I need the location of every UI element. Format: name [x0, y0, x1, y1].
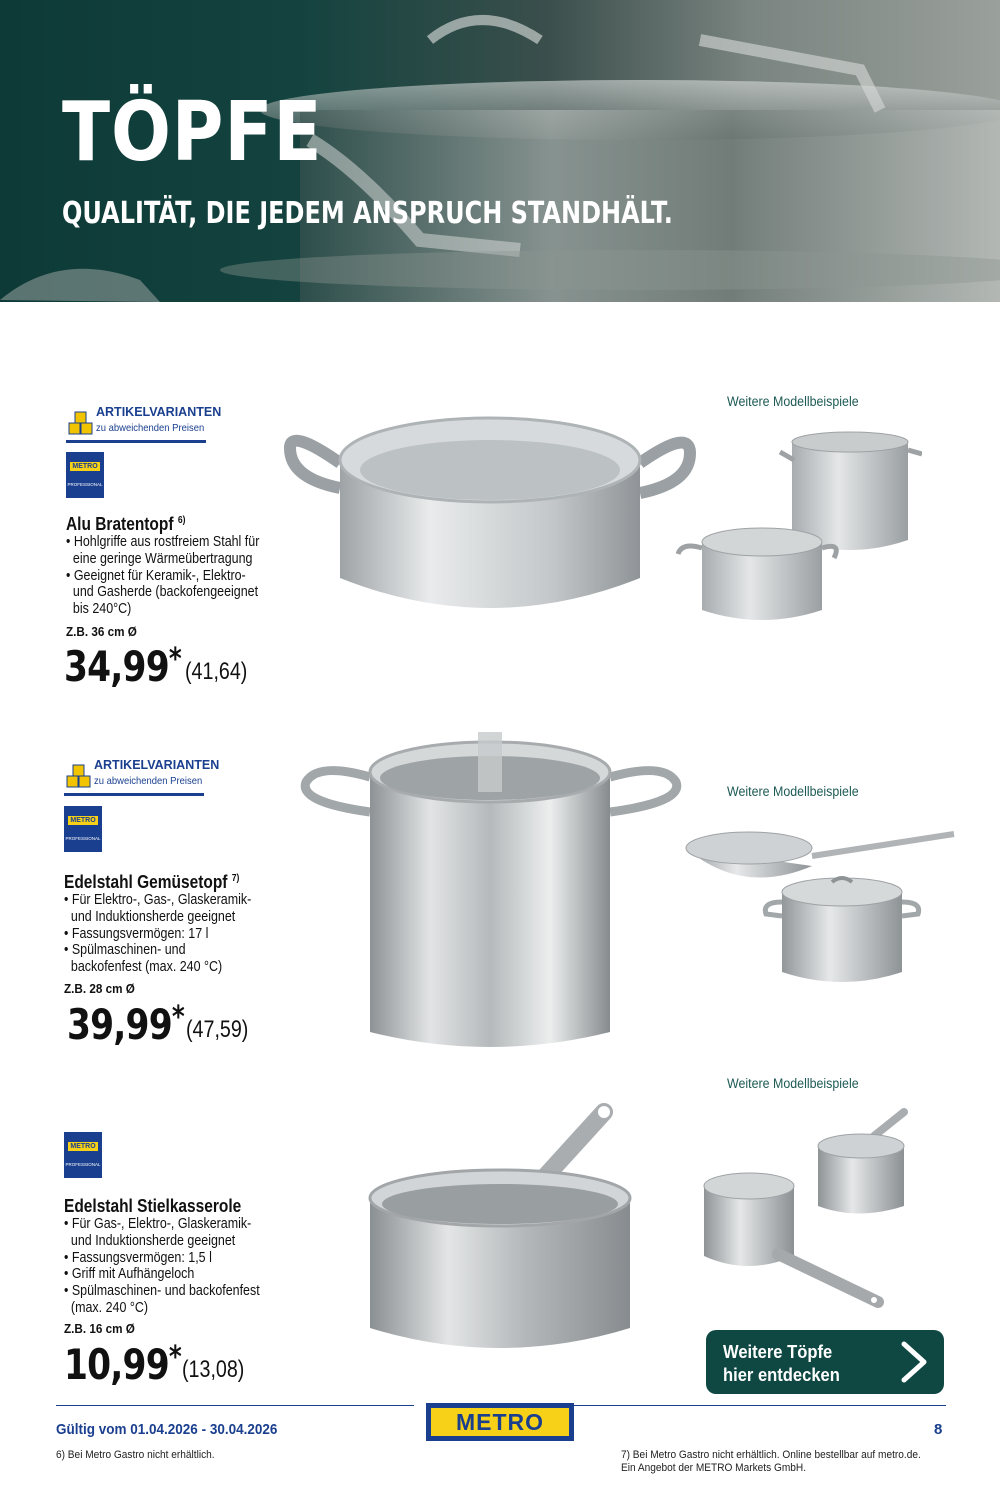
feature-item: eine geringe Wärmeübertragung — [72, 550, 253, 567]
product-name-text: Alu Bratentopf — [66, 514, 174, 534]
feature-item: und Gasherde (backofengeeignet — [72, 584, 259, 601]
product-name-text: Edelstahl Gemüsetopf — [64, 872, 228, 892]
product-features — [64, 892, 251, 976]
saucepan-examples-image — [698, 1106, 910, 1316]
cta-line1-a: Weitere — [723, 1342, 788, 1362]
feature-item: und Induktionsherde geeignet — [70, 1232, 236, 1249]
metro-professional-logo — [66, 452, 104, 498]
hero-title: TÖPFE — [62, 85, 323, 180]
more-examples-label: Weitere Modellbeispiele — [727, 784, 859, 799]
product-name: Edelstahl Stielkasserole — [64, 1196, 242, 1216]
feature-item: • Geeignet für Keramik-, Elektro- — [66, 568, 259, 585]
product-size: Z.B. 16 cm Ø — [64, 1321, 135, 1336]
feature-item: (max. 240 °C) — [70, 1299, 148, 1316]
badge-line1: ARTIKELVARIANTEN — [94, 758, 220, 772]
product-name — [64, 872, 239, 893]
product-size: Z.B. 28 cm Ø — [64, 981, 135, 996]
metro-logo-text: METRO — [431, 1408, 569, 1436]
feature-item: • Für Gas-, Elektro-, Glaskeramik- — [64, 1216, 260, 1233]
metro-pro-brand: METRO — [70, 462, 100, 471]
feature-item: • Spülmaschinen- und backofenfest — [64, 1283, 260, 1300]
chevron-right-icon — [894, 1340, 934, 1384]
footnote-7 — [621, 1449, 921, 1475]
metro-pro-brand: METRO — [68, 816, 98, 825]
product-size: Z.B. 36 cm Ø — [66, 624, 137, 639]
product-footnote-ref: 7) — [231, 873, 240, 884]
badge-line1: ARTIKELVARIANTEN — [96, 405, 222, 419]
product-price — [64, 1340, 181, 1389]
feature-item: • Fassungsvermögen: 17 l — [64, 926, 251, 943]
metro-professional-logo — [64, 1132, 102, 1178]
alu-pot-examples-image — [672, 430, 922, 630]
metro-pro-sub: PROFESSIONAL — [67, 482, 103, 487]
product-name — [66, 514, 185, 535]
feature-item: • Spülmaschinen- und — [64, 942, 251, 959]
footer-divider-left — [56, 1405, 414, 1406]
footnote-7-line2: Ein Angebot der METRO Markets GmbH. — [621, 1462, 807, 1474]
metro-professional-logo — [64, 806, 102, 852]
product-price-gross: (47,59) — [186, 1016, 249, 1043]
stainless-pot-examples-image — [682, 826, 958, 990]
boxes-icon — [66, 762, 92, 790]
stainless-saucepan-image — [364, 1098, 636, 1360]
cta-line1 — [723, 1342, 832, 1363]
product-price — [64, 642, 181, 691]
price-value: 34,99 — [64, 642, 169, 691]
cta-line2: hier entdecken — [723, 1365, 840, 1385]
feature-item: bis 240°C) — [72, 601, 132, 618]
metro-pro-brand: METRO — [68, 1142, 98, 1151]
footnote-7-line1: 7) Bei Metro Gastro nicht erhältlich. Online bestellbar auf metro.de. — [621, 1449, 921, 1461]
product-price — [67, 1000, 184, 1049]
more-examples-label: Weitere Modellbeispiele — [727, 394, 859, 409]
metro-pro-sub: PROFESSIONAL — [65, 836, 101, 841]
feature-item: • Fassungsvermögen: 1,5 l — [64, 1250, 260, 1267]
price-star: * — [168, 1340, 181, 1375]
price-star: * — [168, 642, 181, 677]
price-star: * — [171, 1000, 184, 1035]
alu-roasting-pot-image — [280, 408, 700, 628]
more-examples-label: Weitere Modellbeispiele — [727, 1076, 859, 1091]
metro-logo — [426, 1403, 574, 1441]
product-features — [64, 1216, 260, 1317]
badge-line2: zu abweichenden Preisen — [96, 422, 205, 434]
hero-subtitle: QUALITÄT, DIE JEDEM ANSPRUCH STANDHÄLT. — [62, 196, 673, 231]
hero-banner — [0, 0, 1000, 302]
price-value: 39,99 — [67, 1000, 172, 1049]
more-pots-button[interactable] — [706, 1330, 944, 1394]
feature-item: und Induktionsherde geeignet — [70, 908, 236, 925]
page-number: 8 — [934, 1421, 943, 1438]
product-footnote-ref: 6) — [177, 515, 186, 526]
price-value: 10,99 — [64, 1340, 169, 1389]
feature-item: • Griff mit Aufhängeloch — [64, 1266, 260, 1283]
article-variants-badge — [64, 756, 220, 796]
product-price-gross: (41,64) — [185, 658, 248, 685]
article-variants-badge — [66, 403, 222, 443]
product-price-gross: (13,08) — [182, 1356, 245, 1383]
badge-line2: zu abweichenden Preisen — [94, 775, 203, 787]
validity-period: Gültig vom 01.04.2026 - 30.04.2026 — [56, 1421, 278, 1438]
boxes-icon — [68, 409, 94, 437]
feature-item: • Für Elektro-, Gas-, Glaskeramik- — [64, 892, 251, 909]
footnote-6: 6) Bei Metro Gastro nicht erhältlich. — [56, 1449, 215, 1461]
product-features — [66, 534, 259, 618]
feature-item: • Hohlgriffe aus rostfreiem Stahl für — [66, 534, 259, 551]
feature-item: backofenfest (max. 240 °C) — [70, 959, 223, 976]
metro-pro-sub: PROFESSIONAL — [65, 1162, 101, 1167]
stainless-stock-pot-image — [298, 732, 688, 1054]
footer-divider-right — [574, 1405, 946, 1406]
cta-line1-b: Töpfe — [787, 1342, 833, 1362]
